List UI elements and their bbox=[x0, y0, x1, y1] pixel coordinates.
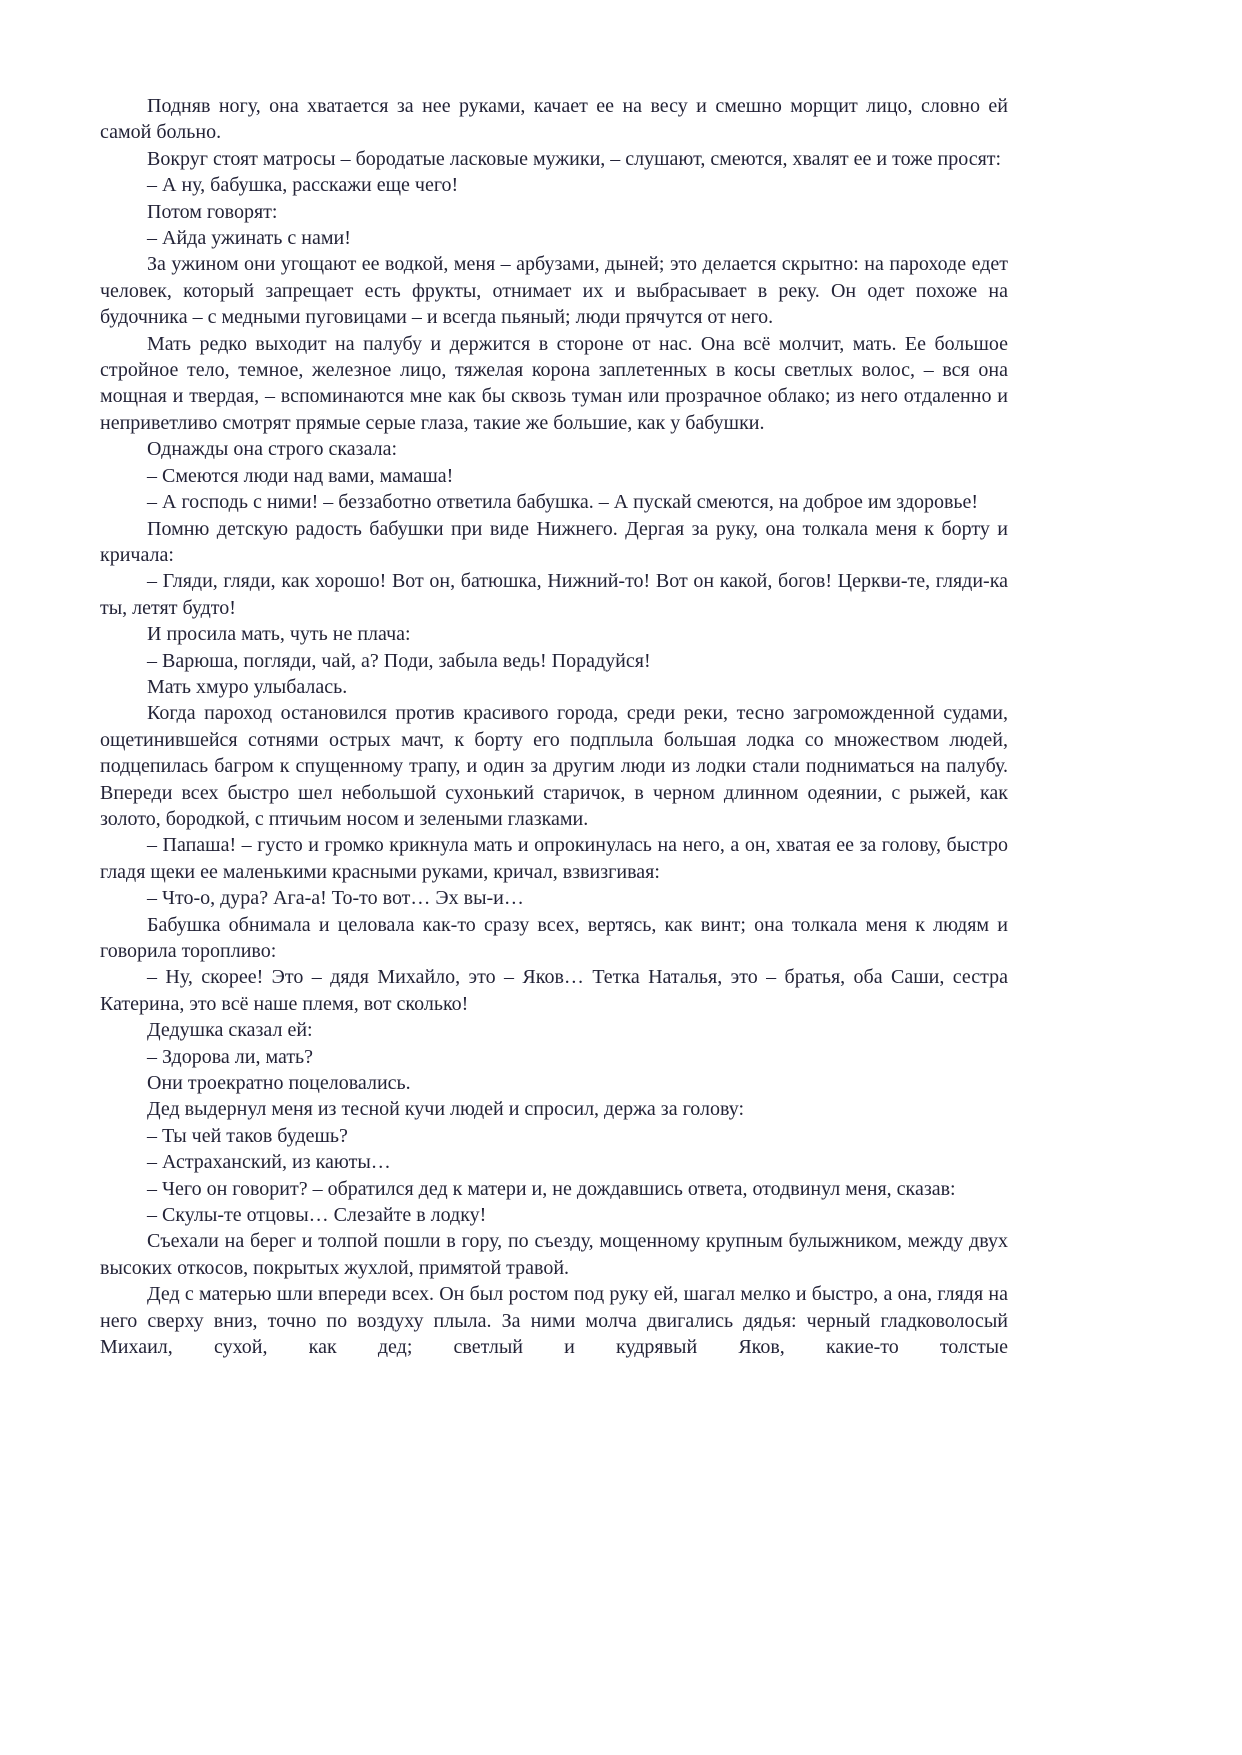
paragraph: – Ну, скорее! Это – дядя Михайло, это – Яков… Тетка Наталья, это – братья, оба Саши, сестра Катерина, это всё наше племя, вот сколько! bbox=[100, 966, 1008, 1015]
paragraph: Мать редко выходит на палубу и держится в стороне от нас. Она всё молчит, мать. Ее большое стройное тело, темное, железное лицо, тяжелая корона заплетенных в косы светлых волос, – вся она мощная и твердая, – вспоминаются мне как бы сквозь туман или прозрачное облако; из него отдаленно и неприветливо смотрят прямые серые глаза, такие же большие, как у бабушки. bbox=[100, 332, 1008, 434]
paragraph: Дед с матерью шли впереди всех. Он был ростом под руку ей, шагал мелко и быстро, а она, глядя на него сверху вниз, точно по воздуху плыла. За ними молча двигались дядья: черный гладковолосый Михаил, сухой, как дед; светлый и кудрявый Яков, какие-то толстые bbox=[100, 1283, 1008, 1359]
paragraph: За ужином они угощают ее водкой, меня – арбузами, дыней; это делается скрытно: на пароходе едет человек, который запрещает есть фрукты, отнимает их и выбрасывает в реку. Он одет похоже на будочника – с медными пуговицами – и всегда пьяный; люди прячутся от него. bbox=[100, 253, 1008, 329]
paragraph: Помню детскую радость бабушки при виде Нижнего. Дергая за руку, она толкала меня к борту и кричала: bbox=[100, 517, 1008, 566]
paragraph: Однажды она строго сказала: bbox=[147, 438, 398, 461]
page-text bbox=[100, 93, 1008, 1361]
paragraph: – Варюша, погляди, чай, а? Поди, забыла ведь! Порадуйся! bbox=[147, 649, 651, 672]
paragraph: Когда пароход остановился против красивого города, среди реки, тесно загроможденной судами, ощетинившейся сотнями острых мачт, к борту его подплыла большая лодка со множеством людей, подцепилась багром к спущенному трапу, и один за другим люди из лодки стали подниматься на палубу. Впереди всех быстро шел небольшой сухонький старичок, в черном длинном одеянии, с рыжей, как золото, бородкой, с птичьим носом и зелеными глазками. bbox=[100, 702, 1008, 830]
paragraph: – А ну, бабушка, расскажи еще чего! bbox=[147, 174, 459, 197]
paragraph: Потом говорят: bbox=[147, 200, 278, 223]
paragraph: – А господь с ними! – беззаботно ответила бабушка. – А пускай смеются, на доброе им здоровье! bbox=[147, 491, 979, 514]
paragraph: Они троекратно поцеловались. bbox=[147, 1072, 411, 1095]
paragraph: – Смеются люди над вами, мамаша! bbox=[147, 464, 454, 487]
paragraph: Мать хмуро улыбалась. bbox=[147, 675, 348, 698]
paragraph: Дед выдернул меня из тесной кучи людей и спросил, держа за голову: bbox=[147, 1098, 745, 1121]
paragraph: И просила мать, чуть не плача: bbox=[147, 623, 411, 646]
paragraph: Дедушка сказал ей: bbox=[147, 1019, 313, 1042]
paragraph: Подняв ногу, она хватается за нее руками, качает ее на весу и смешно морщит лицо, словно ей самой больно. bbox=[100, 95, 1008, 144]
paragraph: Вокруг стоят матросы – бородатые ласковые мужики, – слушают, смеются, хвалят ее и тоже просят: bbox=[147, 147, 1002, 170]
paragraph: – Что-о, дура? Ага-а! То-то вот… Эх вы-и… bbox=[147, 887, 524, 910]
paragraph: – Астраханский, из каюты… bbox=[147, 1151, 391, 1174]
paragraph: Съехали на берег и толпой пошли в гору, по съезду, мощенному крупным булыжником, между двух высоких откосов, покрытых жухлой, примятой травой. bbox=[100, 1230, 1008, 1279]
paragraph: – Гляди, гляди, как хорошо! Вот он, батюшка, Нижний-то! Вот он какой, богов! Церкви-те, гляди-ка ты, летят будто! bbox=[100, 570, 1008, 619]
paragraph: – Ты чей таков будешь? bbox=[147, 1124, 348, 1147]
paragraph: – Папаша! – густо и громко крикнула мать и опрокинулась на него, а он, хватая ее за голову, быстро гладя щеки ее маленькими красными руками, кричал, взвизгивая: bbox=[100, 834, 1008, 883]
paragraph: – Айда ужинать с нами! bbox=[147, 227, 351, 250]
paragraph: – Скулы-те отцовы… Слезайте в лодку! bbox=[147, 1204, 487, 1227]
paragraph: Бабушка обнимала и целовала как-то сразу всех, вертясь, как винт; она толкала меня к людям и говорила торопливо: bbox=[100, 913, 1008, 962]
paragraph: – Здорова ли, мать? bbox=[147, 1045, 314, 1068]
paragraph: – Чего он говорит? – обратился дед к матери и, не дождавшись ответа, отодвинул меня, сказав: bbox=[147, 1177, 956, 1200]
